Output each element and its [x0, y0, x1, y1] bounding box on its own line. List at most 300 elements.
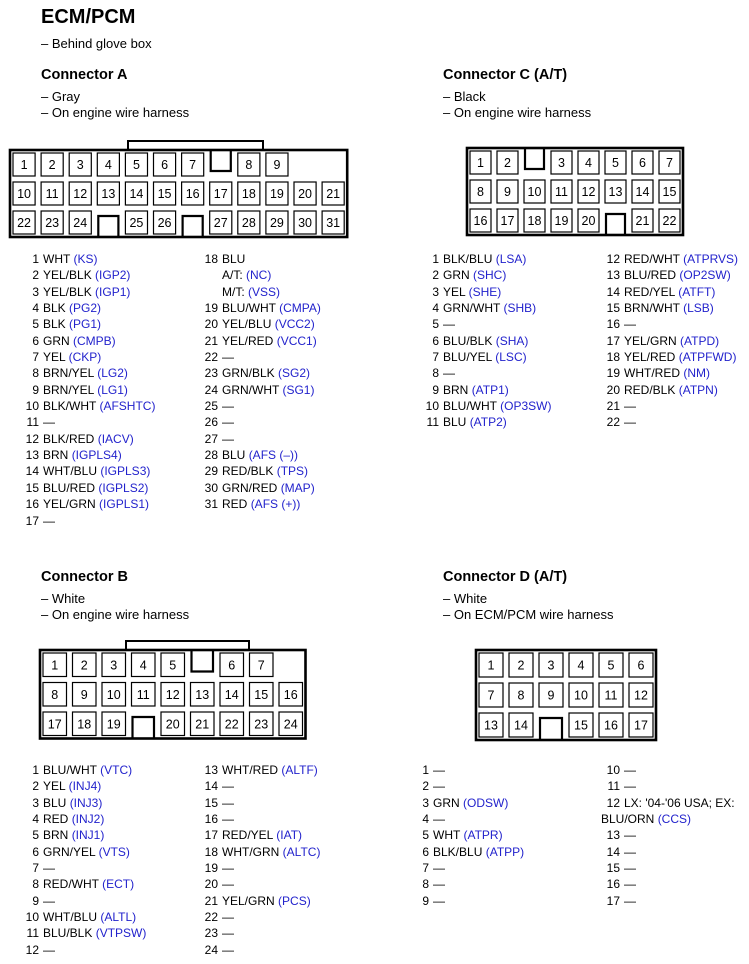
- cavity-number: 7: [666, 156, 673, 170]
- cavity-number: 8: [245, 158, 253, 172]
- cavity-number: 10: [527, 185, 542, 199]
- wire-color: YEL: [43, 350, 66, 365]
- wire-color: —: [222, 942, 234, 957]
- cavity-number: 5: [607, 658, 615, 673]
- pin-row: [601, 893, 735, 909]
- pin-row: [410, 827, 524, 843]
- wire-color: BRN: [443, 382, 469, 397]
- pin-row: [601, 844, 735, 860]
- cavity-number: 12: [73, 187, 88, 201]
- cavity-number: 28: [241, 216, 256, 230]
- cavity-number: 22: [17, 216, 32, 230]
- pin-number: 18: [606, 350, 620, 365]
- cavity-number: 23: [254, 717, 269, 732]
- pin-number: 11: [26, 926, 39, 941]
- pin-number: 15: [204, 795, 218, 810]
- signal-code: (AFSHTC): [99, 399, 156, 414]
- pin-number: 15: [606, 301, 620, 316]
- wire-color: WHT/BLU: [43, 464, 97, 479]
- wire-color: GRN/WHT: [222, 382, 280, 397]
- wire-color: RED/WHT: [624, 252, 680, 266]
- cavity-number: 22: [224, 717, 239, 732]
- signal-code: (SHE): [468, 284, 502, 299]
- signal-code: (VCC1): [276, 333, 317, 348]
- signal-code: (CMPA): [279, 301, 321, 316]
- wire-color: A/T:: [222, 268, 243, 283]
- wire-color: BLU: [222, 252, 246, 266]
- cavity-number: 11: [555, 185, 568, 199]
- wire-color: BLU: [443, 415, 467, 430]
- pin-row: [410, 795, 524, 811]
- cavity-number: 29: [269, 216, 284, 230]
- cavity-number: 6: [161, 158, 169, 172]
- wire-color: —: [222, 910, 234, 925]
- pin-row: [410, 860, 524, 876]
- pin-number: 16: [204, 812, 218, 827]
- pin-number: 5: [432, 317, 439, 332]
- pin-number: 13: [204, 763, 218, 777]
- wire-color: YEL/BLU: [222, 317, 272, 332]
- signal-code: (LSC): [495, 350, 527, 365]
- cavity-number: 15: [157, 187, 172, 201]
- pin-number: 5: [32, 828, 39, 843]
- signal-code: (IGPLS2): [98, 480, 149, 495]
- pin-number: 16: [25, 497, 39, 512]
- pin-number: 16: [606, 877, 620, 892]
- pin-number: 2: [32, 268, 39, 283]
- wire-color: WHT: [43, 252, 71, 266]
- pin-number: 13: [25, 448, 39, 463]
- pin-number: 22: [606, 415, 620, 430]
- signal-code: (KS): [73, 252, 98, 266]
- connector-b-location: – On engine wire harness: [41, 607, 190, 622]
- wire-color: —: [222, 926, 234, 941]
- cavity-number: 13: [484, 718, 498, 733]
- cavity-number: 14: [129, 187, 144, 201]
- signal-code: (IGPLS3): [100, 464, 151, 479]
- signal-code: (AFS (–)): [248, 448, 299, 463]
- cavity-number: 14: [635, 185, 650, 199]
- wire-color: BRN/WHT: [624, 301, 680, 316]
- wire-color: RED/YEL: [624, 284, 675, 299]
- signal-code: (IGPLS4): [71, 448, 122, 463]
- pin-number: 7: [32, 861, 39, 876]
- wire-color: RED: [43, 812, 69, 827]
- cavity-number: 2: [504, 156, 511, 170]
- signal-code: (VSS): [248, 284, 281, 299]
- key-notch: [540, 718, 562, 740]
- cavity-number: 15: [254, 687, 269, 702]
- cavity-number: 5: [132, 158, 140, 172]
- wire-color: YEL/GRN: [222, 893, 275, 908]
- page-title: ECM/PCM: [41, 6, 136, 28]
- cavity-number: 10: [106, 687, 121, 702]
- pin-number: 20: [606, 382, 620, 397]
- pin-row: [410, 778, 524, 794]
- signal-code: (CKP): [68, 350, 102, 365]
- pin-number: 5: [422, 828, 429, 843]
- cavity-number: 5: [612, 156, 619, 170]
- pin-row: [601, 876, 735, 892]
- wire-color: —: [222, 431, 234, 446]
- signal-code: (ATP1): [471, 382, 509, 397]
- wire-color: YEL/GRN: [43, 497, 96, 512]
- pin-number: 31: [204, 497, 218, 512]
- cavity-number: 16: [473, 214, 488, 228]
- signal-code: (ATFT): [678, 284, 716, 299]
- cavity-number: 1: [477, 156, 484, 170]
- signal-code: (IGP1): [95, 284, 131, 299]
- pin-number: 17: [204, 828, 218, 843]
- wire-color: —: [624, 763, 636, 777]
- pin-row: [410, 893, 524, 909]
- wire-color: —: [433, 779, 445, 794]
- connector-c-color: – Black: [443, 89, 486, 104]
- pin-number: 21: [606, 399, 620, 414]
- wire-color: BLK/RED: [43, 431, 95, 446]
- cavity-number: 10: [574, 688, 588, 703]
- cavity-number: 9: [80, 687, 88, 702]
- pin-number: 21: [204, 333, 218, 348]
- wire-color: LX: '04-'06 USA; EX:: [624, 795, 735, 810]
- signal-code: (IAT): [276, 828, 303, 843]
- pin-number: 12: [606, 795, 620, 810]
- pin-number: 8: [32, 366, 39, 381]
- signal-code: (ALTC): [282, 844, 321, 859]
- pin-number: 14: [25, 464, 39, 479]
- connector-a-color: – Gray: [41, 89, 81, 104]
- pin-number: 17: [25, 513, 39, 528]
- signal-code: (INJ3): [69, 795, 103, 810]
- cavity-number: 8: [51, 687, 59, 702]
- cavity-number: 9: [504, 185, 511, 199]
- signal-code: (PG2): [69, 301, 102, 316]
- signal-code: (SG2): [278, 366, 311, 381]
- wire-color: —: [222, 779, 234, 794]
- pin-number: 17: [606, 893, 620, 908]
- pin-number: 22: [204, 350, 218, 365]
- signal-code: (ATPP): [485, 844, 525, 859]
- pin-number: 4: [432, 301, 439, 316]
- wire-color: —: [624, 861, 636, 876]
- cavity-number: 20: [165, 717, 180, 732]
- cavity-number: 4: [139, 658, 147, 673]
- cavity-number: 4: [104, 158, 112, 172]
- connector-c-title: Connector C (A/T): [443, 67, 568, 83]
- signal-code: (SG1): [282, 382, 315, 397]
- pin-number: 15: [25, 480, 39, 495]
- pin-row: [410, 811, 524, 827]
- cavity-number: 15: [574, 718, 588, 733]
- wire-color: —: [624, 877, 636, 892]
- wire-color: BLU/YEL: [443, 350, 492, 365]
- pin-row-continuation: [601, 811, 735, 827]
- pin-number: 6: [432, 333, 439, 348]
- cavity-number: 13: [608, 185, 623, 199]
- cavity-number: 9: [547, 688, 555, 703]
- signal-code: (PCS): [278, 893, 311, 908]
- cavity-number: 7: [189, 158, 197, 172]
- cavity-number: 2: [80, 658, 88, 673]
- signal-code: (LG2): [97, 366, 128, 381]
- signal-code: (SHA): [495, 333, 529, 348]
- pin-number: 12: [25, 942, 39, 957]
- signal-code: (ATPR): [463, 828, 503, 843]
- wire-color: RED/BLK: [624, 382, 676, 397]
- pin-number: 1: [32, 252, 39, 266]
- wire-color: —: [222, 415, 234, 430]
- pin-number: 9: [32, 893, 39, 908]
- pin-number: 11: [426, 415, 439, 430]
- cavity-number: 11: [604, 688, 618, 703]
- pin-number: 25: [204, 399, 218, 414]
- wire-color: —: [433, 861, 445, 876]
- cavity-number: 2: [517, 658, 525, 673]
- pin-number: 7: [422, 861, 429, 876]
- wire-color: —: [222, 399, 234, 414]
- wire-color: GRN: [43, 333, 70, 348]
- cavity-number: 7: [257, 658, 265, 673]
- wire-color: GRN/BLK: [222, 366, 275, 381]
- wire-color: —: [433, 893, 445, 908]
- cavity-number: 20: [298, 187, 313, 201]
- pin-number: 16: [606, 317, 620, 332]
- signal-code: (PG1): [69, 317, 102, 332]
- wire-color: BRN/YEL: [43, 366, 94, 381]
- cavity-number: 18: [241, 187, 256, 201]
- wire-color: BLK/BLU: [433, 844, 483, 859]
- wire-color: BLK: [43, 317, 66, 332]
- signal-code: (ATP2): [469, 415, 507, 430]
- wire-color: BLU/BLK: [443, 333, 493, 348]
- connector-d-pin-list-right: [601, 762, 735, 909]
- pin-number: 2: [422, 779, 429, 794]
- cavity-number: 31: [326, 216, 341, 230]
- pin-number: 6: [422, 844, 429, 859]
- pin-number: 8: [422, 877, 429, 892]
- connector-c-location: – On engine wire harness: [443, 105, 592, 120]
- wire-color: GRN/YEL: [43, 844, 96, 859]
- wire-color: BLU/WHT: [443, 399, 497, 414]
- cavity-number: 8: [477, 185, 484, 199]
- connector-b-title: Connector B: [41, 569, 128, 585]
- wire-color: WHT: [433, 828, 461, 843]
- pin-number: 8: [32, 877, 39, 892]
- cavity-number: 11: [45, 187, 59, 201]
- cavity-number: 16: [185, 187, 200, 201]
- wire-color: —: [43, 513, 55, 528]
- signal-code: (VTS): [98, 844, 130, 859]
- wire-color: WHT/GRN: [222, 844, 280, 859]
- pin-number: 20: [204, 317, 218, 332]
- pin-number: 10: [425, 399, 439, 414]
- wire-color: BLU/WHT: [222, 301, 276, 316]
- wire-color: —: [443, 317, 455, 332]
- wire-color: BLU/BLK: [43, 926, 93, 941]
- wire-color: GRN: [443, 268, 470, 283]
- signal-code: (OP3SW): [500, 399, 552, 414]
- cavity-number: 14: [224, 687, 239, 702]
- pin-number: 7: [32, 350, 39, 365]
- wire-color: BLK/BLU: [443, 252, 493, 266]
- signal-code: (ATPRVS): [683, 252, 739, 266]
- cavity-number: 12: [581, 185, 596, 199]
- cavity-number: 17: [47, 717, 62, 732]
- pin-row: [410, 844, 524, 860]
- wire-color: —: [43, 893, 55, 908]
- cavity-number: 6: [637, 658, 645, 673]
- pin-row: [410, 876, 524, 892]
- cavity-number: 24: [73, 216, 88, 230]
- pin-number: 5: [32, 317, 39, 332]
- cavity-number: 14: [514, 718, 528, 733]
- signal-code: (NM): [683, 366, 710, 381]
- wire-color: BLU/WHT: [43, 763, 97, 777]
- wire-color: YEL/RED: [624, 350, 676, 365]
- cavity-number: 13: [101, 187, 116, 201]
- wire-color: —: [43, 942, 55, 957]
- wire-color: —: [222, 795, 234, 810]
- wire-color: WHT/RED: [222, 763, 278, 777]
- pin-number: 4: [422, 812, 429, 827]
- wire-color: RED/BLK: [222, 464, 274, 479]
- signal-code: (IGP2): [95, 268, 131, 283]
- signal-code: (IGPLS1): [99, 497, 150, 512]
- cavity-number: 4: [577, 658, 585, 673]
- pin-number: 3: [32, 284, 39, 299]
- wire-color: —: [624, 893, 636, 908]
- cavity-number: 27: [213, 216, 228, 230]
- pin-number: 2: [32, 779, 39, 794]
- wire-color: BLU: [222, 448, 246, 463]
- pin-number: 22: [204, 910, 218, 925]
- signal-code: (SHB): [503, 301, 537, 316]
- signal-code: (ECT): [102, 877, 135, 892]
- wire-color: YEL/RED: [222, 333, 274, 348]
- pin-number: 1: [432, 252, 439, 266]
- location-note: – Behind glove box: [41, 36, 152, 51]
- cavity-number: 3: [558, 156, 565, 170]
- cavity-number: 8: [517, 688, 525, 703]
- wire-color: BLK: [43, 301, 66, 316]
- pin-number: 11: [26, 415, 39, 430]
- wire-color: BLU/RED: [43, 480, 96, 495]
- wire-color: BLU: [43, 795, 67, 810]
- pin-number: 21: [204, 893, 218, 908]
- pin-number: 19: [204, 861, 218, 876]
- pin-number: 14: [606, 284, 620, 299]
- pin-number: 9: [422, 893, 429, 908]
- signal-code: (LSB): [683, 301, 714, 316]
- pin-number: 20: [204, 877, 218, 892]
- pin-number: 11: [607, 779, 620, 794]
- cavity-number: 26: [157, 216, 172, 230]
- wire-color: —: [222, 812, 234, 827]
- pin-number: 4: [32, 812, 39, 827]
- signal-code: (MAP): [280, 480, 315, 495]
- connector-d-color: – White: [443, 591, 488, 606]
- wire-color: BLU/ORN: [601, 812, 655, 827]
- pin-number: 27: [204, 431, 218, 446]
- cavity-number: 24: [283, 717, 298, 732]
- pin-row: [410, 762, 524, 778]
- signal-code: (IACV): [97, 431, 134, 446]
- cavity-number: 1: [487, 658, 495, 673]
- pin-number: 12: [25, 431, 39, 446]
- wire-color: BLU/RED: [624, 268, 677, 283]
- wire-color: BRN: [43, 448, 69, 463]
- wire-color: —: [624, 779, 636, 794]
- pin-number: 24: [204, 942, 218, 957]
- pin-number: 3: [422, 795, 429, 810]
- signal-code: (AFS (+)): [250, 497, 301, 512]
- cavity-number: 9: [273, 158, 281, 172]
- signal-code: (LG1): [97, 382, 128, 397]
- cavity-number: 12: [634, 688, 648, 703]
- signal-code: (INJ2): [71, 812, 105, 827]
- pin-row: [601, 860, 735, 876]
- pin-number: 7: [432, 350, 439, 365]
- wire-color: RED/WHT: [43, 877, 99, 892]
- pin-number: 10: [25, 910, 39, 925]
- pin-row: [601, 778, 735, 794]
- wire-color: GRN/RED: [222, 480, 278, 495]
- pin-number: 6: [32, 333, 39, 348]
- pin-number: 23: [204, 926, 218, 941]
- connector-a-title: Connector A: [41, 67, 128, 83]
- wire-color: YEL: [43, 779, 66, 794]
- wire-color: —: [43, 861, 55, 876]
- signal-code: (ATPFWD): [678, 350, 737, 365]
- signal-code: (CMPB): [73, 333, 116, 348]
- signal-code: (ATPN): [678, 382, 718, 397]
- wire-color: —: [624, 399, 636, 414]
- cavity-number: 22: [662, 214, 677, 228]
- cavity-number: 30: [298, 216, 313, 230]
- pin-number: 18: [204, 844, 218, 859]
- pin-number: 10: [606, 763, 620, 777]
- wire-color: —: [624, 317, 636, 332]
- wire-color: —: [624, 828, 636, 843]
- connector-a-location: – On engine wire harness: [41, 105, 190, 120]
- cavity-number: 17: [500, 214, 515, 228]
- wire-color: —: [433, 877, 445, 892]
- pin-number: 1: [422, 763, 429, 777]
- pin-number: 13: [606, 268, 620, 283]
- signal-code: (ALTL): [100, 910, 137, 925]
- pin-number: 14: [204, 779, 218, 794]
- pin-number: 28: [204, 448, 218, 463]
- cavity-number: 7: [487, 688, 495, 703]
- signal-code: (INJ1): [71, 828, 105, 843]
- cavity-number: 1: [51, 658, 59, 673]
- cavity-number: 21: [635, 214, 650, 228]
- signal-code: (ATPD): [680, 333, 720, 348]
- cavity-number: 3: [547, 658, 555, 673]
- signal-code: (LSA): [495, 252, 527, 266]
- signal-code: (VTPSW): [95, 926, 147, 941]
- cavity-number: 20: [581, 214, 596, 228]
- wire-color: WHT/BLU: [43, 910, 97, 925]
- cavity-number: 1: [20, 158, 28, 172]
- wire-color: GRN: [433, 795, 460, 810]
- wire-color: —: [443, 366, 455, 381]
- signal-code: (OP2SW): [679, 268, 731, 283]
- pin-number: 9: [32, 382, 39, 397]
- signal-code: (TPS): [276, 464, 309, 479]
- wire-color: BRN: [43, 828, 69, 843]
- cavity-number: 13: [195, 687, 210, 702]
